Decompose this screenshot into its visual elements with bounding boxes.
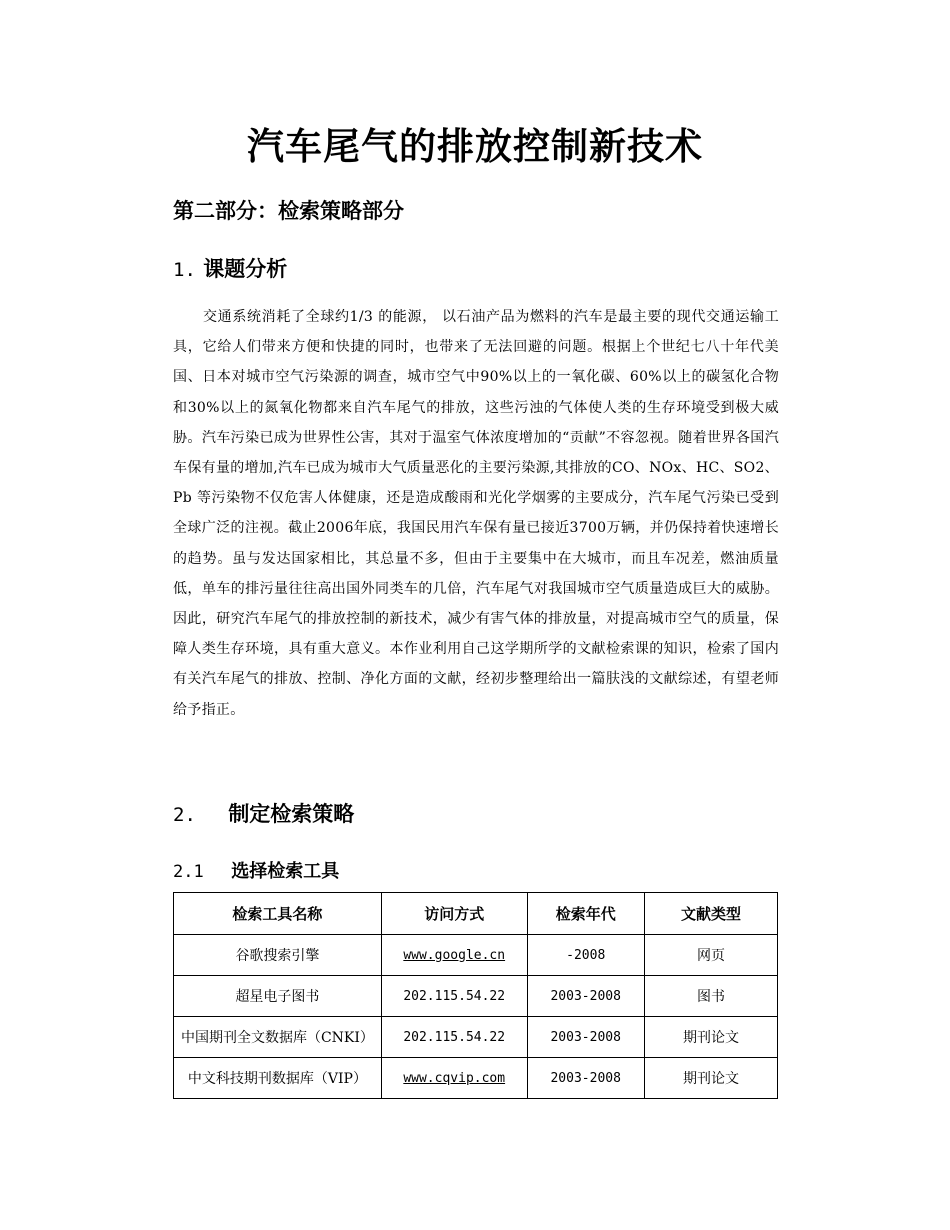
table-row — [174, 976, 778, 1017]
years-cell: 2003-2008 — [527, 1058, 644, 1099]
part-heading: 第二部分：检索策略部分 — [173, 199, 404, 223]
google-link[interactable]: www.google.cn — [403, 947, 506, 963]
tool-name-cell: 中文科技期刊数据库（VIP） — [174, 1058, 382, 1099]
doc-type-cell: 网页 — [644, 935, 777, 976]
section-2-title: 制定检索策略 — [228, 802, 355, 826]
table-row — [174, 1058, 778, 1099]
table-header-row — [174, 893, 778, 935]
document-title: 汽车尾气的排放控制新技术 — [247, 125, 703, 168]
header-years: 检索年代 — [527, 893, 644, 935]
search-tools-table — [173, 892, 778, 1099]
section-2-1-heading — [173, 857, 339, 883]
years-cell: 2003-2008 — [527, 976, 644, 1017]
section-2-heading — [173, 798, 354, 828]
section-1-number: 1. — [173, 259, 196, 281]
section-2-number: 2. — [173, 804, 196, 826]
access-cell: 202.115.54.22 — [381, 976, 527, 1017]
access-cell — [381, 1058, 527, 1099]
years-cell: 2003-2008 — [527, 1017, 644, 1058]
table-row — [174, 1017, 778, 1058]
section-1-title: 课题分析 — [203, 257, 288, 281]
access-cell: 202.115.54.22 — [381, 1017, 527, 1058]
tool-name-cell: 中国期刊全文数据库（CNKI） — [174, 1017, 382, 1058]
access-cell — [381, 935, 527, 976]
header-tool-name: 检索工具名称 — [174, 893, 382, 935]
cqvip-link[interactable]: www.cqvip.com — [403, 1070, 506, 1086]
section-2-1-number: 2.1 — [173, 862, 204, 882]
doc-type-cell: 期刊论文 — [644, 1017, 777, 1058]
doc-type-cell: 期刊论文 — [644, 1058, 777, 1099]
section-1-heading — [173, 253, 287, 283]
section-2-1-title: 选择检索工具 — [231, 861, 340, 882]
tool-name-cell: 超星电子图书 — [174, 976, 382, 1017]
years-cell: -2008 — [527, 935, 644, 976]
header-doc-type: 文献类型 — [644, 893, 777, 935]
header-access-method: 访问方式 — [381, 893, 527, 935]
tool-name-cell: 谷歌搜索引擎 — [174, 935, 382, 976]
doc-type-cell: 图书 — [644, 976, 777, 1017]
analysis-paragraph: 交通系统消耗了全球约1/3 的能源， 以石油产品为燃料的汽车是最主要的现代交通运输工具，它给人们带来方便和快捷的同时，也带来了无法回避的问题。根据上个世纪七八十年代美国、日本对城市空气污染源的调查，城市空气中90%以上的一氧化碳、60%以上的碳氢化合物和30%以上的氮氧化物都来自汽车尾气的排放，这些污浊的气体使人类的生存环境受到极大威胁。汽车污染已成为世界性公害，其对于温室气体浓度增加的“贡献”不容忽视。随着世界各国汽车保有量的增加,汽车已成为城市大气质量恶化的主要污染源,其排放的CO、NOx、HC、SO2、Pb 等污染物不仅危害人体健康，还是造成酸雨和光化学烟雾的主要成分，汽车尾气污染已受到全球广泛的注视。截止2006年底，我国民用汽车保有量已接近3700万辆，并仍保持着快速增长的趋势。虽与发达国家相比，其总量不多，但由于主要集中在大城市，而且车况差，燃油质量低，单车的排污量往往高出国外同类车的几倍，汽车尾气对我国城市空气质量造成巨大的威胁。因此，研究汽车尾气的排放控制的新技术，减少有害气体的排放量，对提高城市空气的质量，保障人类生存环境，具有重大意义。本作业利用自己这学期所学的文献检索课的知识，检索了国内有关汽车尾气的排放、控制、净化方面的文献，经初步整理给出一篇肤浅的文献综述，有望老师给予指正。 — [173, 309, 779, 718]
table-row — [174, 935, 778, 976]
